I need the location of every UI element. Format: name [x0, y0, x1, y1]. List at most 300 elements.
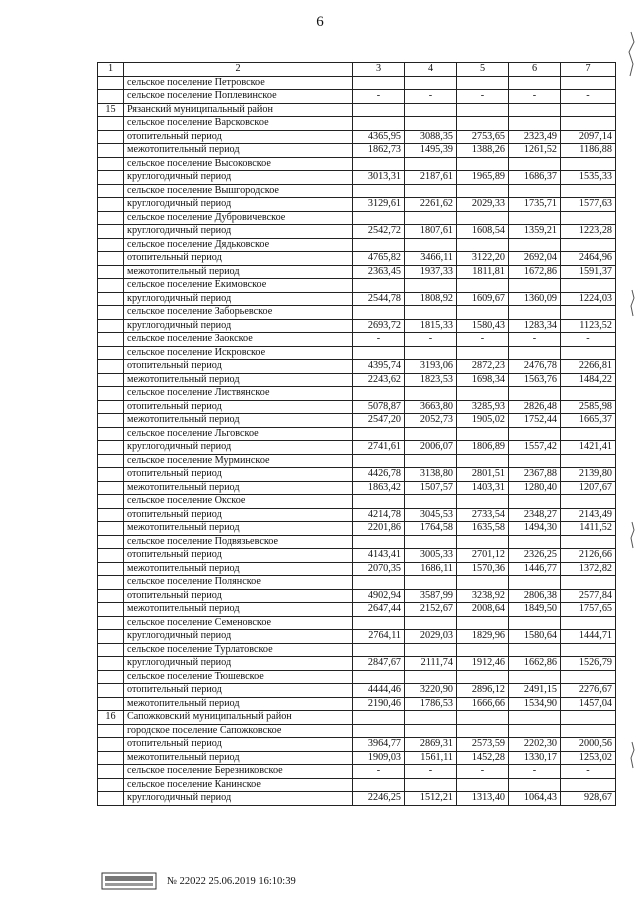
- value-cell: 1507,57: [405, 481, 457, 495]
- value-cell: 2733,54: [457, 508, 509, 522]
- page-number: 6: [316, 14, 324, 30]
- table-row: [98, 522, 616, 536]
- row-label: отопительный период: [124, 400, 353, 414]
- value-cell: 2070,35: [353, 562, 405, 576]
- column-header: 3: [353, 63, 405, 77]
- value-cell: [457, 184, 509, 198]
- value-cell: 3663,80: [405, 400, 457, 414]
- row-label: межотопительный период: [124, 522, 353, 536]
- value-cell: [353, 306, 405, 320]
- row-label: межотопительный период: [124, 697, 353, 711]
- value-cell: [509, 211, 561, 225]
- value-cell: 1570,36: [457, 562, 509, 576]
- value-cell: [405, 157, 457, 171]
- value-cell: 1686,11: [405, 562, 457, 576]
- value-cell: [405, 103, 457, 117]
- row-label: сельское поселение Подвязьевское: [124, 535, 353, 549]
- value-cell: 1808,92: [405, 292, 457, 306]
- value-cell: [561, 643, 616, 657]
- row-index: [98, 792, 124, 806]
- value-cell: -: [353, 333, 405, 347]
- value-cell: 1223,28: [561, 225, 616, 239]
- row-label: сельское поселение Полянское: [124, 576, 353, 590]
- table-row: [98, 657, 616, 671]
- value-cell: [509, 157, 561, 171]
- value-cell: 1452,28: [457, 751, 509, 765]
- value-cell: [457, 117, 509, 131]
- value-cell: [509, 184, 561, 198]
- table-row: [98, 130, 616, 144]
- scan-artifact-icon: [626, 520, 638, 555]
- value-cell: 2190,46: [353, 697, 405, 711]
- value-cell: 2573,59: [457, 738, 509, 752]
- value-cell: 1207,67: [561, 481, 616, 495]
- value-cell: [509, 670, 561, 684]
- value-cell: [405, 238, 457, 252]
- value-cell: [457, 103, 509, 117]
- document-footer: [101, 872, 296, 890]
- scan-artifact-icon: [626, 740, 638, 775]
- table-row: [98, 468, 616, 482]
- value-cell: 4902,94: [353, 589, 405, 603]
- value-cell: 1494,30: [509, 522, 561, 536]
- value-cell: 1580,43: [457, 319, 509, 333]
- table-row: [98, 576, 616, 590]
- value-cell: [405, 76, 457, 90]
- table-row: [98, 400, 616, 414]
- scan-artifact-icon: [626, 288, 638, 323]
- value-cell: 2764,11: [353, 630, 405, 644]
- column-header: 4: [405, 63, 457, 77]
- row-label: межотопительный период: [124, 265, 353, 279]
- row-index: 16: [98, 711, 124, 725]
- value-cell: 4765,82: [353, 252, 405, 266]
- row-label: сельское поселение Льговское: [124, 427, 353, 441]
- value-cell: 1912,46: [457, 657, 509, 671]
- row-label: сельское поселение Петровское: [124, 76, 353, 90]
- value-cell: 1261,52: [509, 144, 561, 158]
- value-cell: 1757,65: [561, 603, 616, 617]
- value-cell: [561, 103, 616, 117]
- value-cell: [509, 711, 561, 725]
- value-cell: [405, 670, 457, 684]
- row-label: сельское поселение Мурминское: [124, 454, 353, 468]
- row-index: [98, 225, 124, 239]
- row-label: сельское поселение Екимовское: [124, 279, 353, 293]
- scan-artifact-icon: [622, 30, 640, 85]
- value-cell: 1965,89: [457, 171, 509, 185]
- table-row: [98, 306, 616, 320]
- value-cell: [353, 103, 405, 117]
- value-cell: 3045,53: [405, 508, 457, 522]
- row-label: круглогодичный период: [124, 225, 353, 239]
- value-cell: 2008,64: [457, 603, 509, 617]
- table-row: [98, 373, 616, 387]
- row-index: [98, 522, 124, 536]
- value-cell: [509, 387, 561, 401]
- value-cell: 1359,21: [509, 225, 561, 239]
- row-index: [98, 697, 124, 711]
- value-cell: -: [457, 333, 509, 347]
- value-cell: 2872,23: [457, 360, 509, 374]
- table-row: [98, 684, 616, 698]
- value-cell: [405, 387, 457, 401]
- value-cell: 1665,37: [561, 414, 616, 428]
- row-label: сельское поселение Листвянское: [124, 387, 353, 401]
- value-cell: [561, 279, 616, 293]
- value-cell: 2753,65: [457, 130, 509, 144]
- value-cell: [457, 346, 509, 360]
- value-cell: [353, 495, 405, 509]
- value-cell: 2491,15: [509, 684, 561, 698]
- value-cell: 2126,66: [561, 549, 616, 563]
- value-cell: [353, 76, 405, 90]
- value-cell: 3122,20: [457, 252, 509, 266]
- value-cell: 1635,58: [457, 522, 509, 536]
- value-cell: 2701,12: [457, 549, 509, 563]
- value-cell: [509, 279, 561, 293]
- value-cell: [353, 427, 405, 441]
- value-cell: 2348,27: [509, 508, 561, 522]
- value-cell: -: [561, 90, 616, 104]
- row-label: круглогодичный период: [124, 630, 353, 644]
- value-cell: [561, 157, 616, 171]
- value-cell: [405, 778, 457, 792]
- value-cell: [561, 495, 616, 509]
- table-row: [98, 346, 616, 360]
- value-cell: 1580,64: [509, 630, 561, 644]
- value-cell: 2052,73: [405, 414, 457, 428]
- value-cell: 3129,61: [353, 198, 405, 212]
- value-cell: 1446,77: [509, 562, 561, 576]
- row-label: отопительный период: [124, 589, 353, 603]
- value-cell: [561, 711, 616, 725]
- row-label: круглогодичный период: [124, 441, 353, 455]
- row-index: [98, 765, 124, 779]
- registry-stamp-icon: [101, 872, 157, 890]
- row-label: сельское поселение Искровское: [124, 346, 353, 360]
- value-cell: [353, 643, 405, 657]
- row-label: круглогодичный период: [124, 292, 353, 306]
- value-cell: 1735,71: [509, 198, 561, 212]
- value-cell: 2577,84: [561, 589, 616, 603]
- value-cell: [405, 643, 457, 657]
- table-row: [98, 738, 616, 752]
- row-label: сельское поселение Заокское: [124, 333, 353, 347]
- value-cell: 1577,63: [561, 198, 616, 212]
- row-index: [98, 252, 124, 266]
- value-cell: 2111,74: [405, 657, 457, 671]
- row-index: [98, 670, 124, 684]
- value-cell: 3220,90: [405, 684, 457, 698]
- value-cell: 2806,38: [509, 589, 561, 603]
- row-label: сельское поселение Поплевинское: [124, 90, 353, 104]
- value-cell: [405, 495, 457, 509]
- value-cell: [561, 427, 616, 441]
- row-label: круглогодичный период: [124, 319, 353, 333]
- value-cell: [457, 724, 509, 738]
- row-index: [98, 400, 124, 414]
- value-cell: 928,67: [561, 792, 616, 806]
- value-cell: [457, 643, 509, 657]
- row-index: [98, 657, 124, 671]
- value-cell: 2826,48: [509, 400, 561, 414]
- row-label: отопительный период: [124, 252, 353, 266]
- value-cell: [457, 711, 509, 725]
- value-cell: [509, 306, 561, 320]
- table-row: [98, 279, 616, 293]
- table-row: [98, 184, 616, 198]
- row-label: сельское поселение Семеновское: [124, 616, 353, 630]
- value-cell: 1495,39: [405, 144, 457, 158]
- value-cell: 2246,25: [353, 792, 405, 806]
- value-cell: -: [561, 765, 616, 779]
- value-cell: 2801,51: [457, 468, 509, 482]
- table-row: [98, 238, 616, 252]
- value-cell: 2547,20: [353, 414, 405, 428]
- table-row: [98, 252, 616, 266]
- value-cell: 1186,88: [561, 144, 616, 158]
- row-label: отопительный период: [124, 468, 353, 482]
- value-cell: 1403,31: [457, 481, 509, 495]
- value-cell: 1823,53: [405, 373, 457, 387]
- value-cell: 1806,89: [457, 441, 509, 455]
- row-index: [98, 157, 124, 171]
- row-label: сельское поселение Березниковское: [124, 765, 353, 779]
- value-cell: 4426,78: [353, 468, 405, 482]
- value-cell: 1534,90: [509, 697, 561, 711]
- value-cell: -: [509, 333, 561, 347]
- row-label: межотопительный период: [124, 562, 353, 576]
- table-row: [98, 481, 616, 495]
- row-index: [98, 171, 124, 185]
- value-cell: 2187,61: [405, 171, 457, 185]
- row-label: межотопительный период: [124, 603, 353, 617]
- value-cell: 1608,54: [457, 225, 509, 239]
- value-cell: 1330,17: [509, 751, 561, 765]
- value-cell: 2006,07: [405, 441, 457, 455]
- value-cell: [561, 184, 616, 198]
- table-row: [98, 535, 616, 549]
- value-cell: [509, 576, 561, 590]
- value-cell: [353, 724, 405, 738]
- value-cell: 2847,67: [353, 657, 405, 671]
- value-cell: 1811,81: [457, 265, 509, 279]
- row-index: [98, 643, 124, 657]
- value-cell: [405, 279, 457, 293]
- row-label: сельское поселение Вышгородское: [124, 184, 353, 198]
- value-cell: 2266,81: [561, 360, 616, 374]
- table-row: [98, 589, 616, 603]
- row-label: сельское поселение Заборьевское: [124, 306, 353, 320]
- value-cell: -: [405, 765, 457, 779]
- row-index: [98, 576, 124, 590]
- value-cell: 3138,80: [405, 468, 457, 482]
- table-row: [98, 441, 616, 455]
- row-index: [98, 387, 124, 401]
- value-cell: -: [457, 765, 509, 779]
- value-cell: 1686,37: [509, 171, 561, 185]
- value-cell: 1662,86: [509, 657, 561, 671]
- table-row: [98, 427, 616, 441]
- value-cell: 1937,33: [405, 265, 457, 279]
- value-cell: 1512,21: [405, 792, 457, 806]
- value-cell: [405, 576, 457, 590]
- table-row: [98, 90, 616, 104]
- value-cell: [457, 279, 509, 293]
- value-cell: 2029,33: [457, 198, 509, 212]
- value-cell: 1224,03: [561, 292, 616, 306]
- value-cell: -: [405, 90, 457, 104]
- value-cell: 2276,67: [561, 684, 616, 698]
- value-cell: 2202,30: [509, 738, 561, 752]
- row-label: сельское поселение Варсковское: [124, 117, 353, 131]
- row-index: [98, 751, 124, 765]
- row-index: [98, 360, 124, 374]
- table-row: [98, 333, 616, 347]
- value-cell: [405, 616, 457, 630]
- value-cell: 1283,34: [509, 319, 561, 333]
- table-row: [98, 697, 616, 711]
- table-row: [98, 387, 616, 401]
- value-cell: 1360,09: [509, 292, 561, 306]
- value-cell: [353, 670, 405, 684]
- value-cell: 3238,92: [457, 589, 509, 603]
- value-cell: 2201,86: [353, 522, 405, 536]
- value-cell: [405, 711, 457, 725]
- value-cell: [509, 535, 561, 549]
- value-cell: [405, 211, 457, 225]
- value-cell: [457, 427, 509, 441]
- row-index: [98, 684, 124, 698]
- value-cell: 3193,06: [405, 360, 457, 374]
- value-cell: [509, 103, 561, 117]
- value-cell: 2693,72: [353, 319, 405, 333]
- value-cell: 2585,98: [561, 400, 616, 414]
- row-index: [98, 279, 124, 293]
- row-index: [98, 76, 124, 90]
- table-row: [98, 144, 616, 158]
- row-label: круглогодичный период: [124, 171, 353, 185]
- value-cell: 1444,71: [561, 630, 616, 644]
- value-cell: 2896,12: [457, 684, 509, 698]
- table-row: [98, 103, 616, 117]
- value-cell: [353, 535, 405, 549]
- value-cell: -: [457, 90, 509, 104]
- value-cell: [561, 576, 616, 590]
- row-index: [98, 630, 124, 644]
- value-cell: 1457,04: [561, 697, 616, 711]
- row-label: межотопительный период: [124, 373, 353, 387]
- value-cell: [457, 454, 509, 468]
- row-label: сельское поселение Дядьковское: [124, 238, 353, 252]
- row-index: [98, 468, 124, 482]
- row-label: сельское поселение Окское: [124, 495, 353, 509]
- value-cell: [353, 117, 405, 131]
- value-cell: [509, 454, 561, 468]
- row-index: [98, 265, 124, 279]
- value-cell: 1372,82: [561, 562, 616, 576]
- value-cell: 1484,22: [561, 373, 616, 387]
- row-index: [98, 238, 124, 252]
- value-cell: [353, 387, 405, 401]
- row-index: [98, 778, 124, 792]
- row-index: [98, 144, 124, 158]
- row-label: отопительный период: [124, 508, 353, 522]
- row-label: круглогодичный период: [124, 657, 353, 671]
- value-cell: 1253,02: [561, 751, 616, 765]
- value-cell: [457, 387, 509, 401]
- value-cell: 2139,80: [561, 468, 616, 482]
- value-cell: 1666,66: [457, 697, 509, 711]
- value-cell: [509, 238, 561, 252]
- table-row: [98, 778, 616, 792]
- value-cell: 2000,56: [561, 738, 616, 752]
- value-cell: [353, 346, 405, 360]
- table-row: [98, 643, 616, 657]
- value-cell: 1672,86: [509, 265, 561, 279]
- row-label: межотопительный период: [124, 144, 353, 158]
- value-cell: [509, 495, 561, 509]
- value-cell: 1909,03: [353, 751, 405, 765]
- value-cell: 2261,62: [405, 198, 457, 212]
- row-label: круглогодичный период: [124, 792, 353, 806]
- value-cell: 1698,34: [457, 373, 509, 387]
- value-cell: 2544,78: [353, 292, 405, 306]
- row-index: [98, 616, 124, 630]
- value-cell: [353, 616, 405, 630]
- value-cell: [405, 454, 457, 468]
- row-index: [98, 508, 124, 522]
- table-row: [98, 724, 616, 738]
- row-index: [98, 603, 124, 617]
- value-cell: [561, 306, 616, 320]
- value-cell: [561, 387, 616, 401]
- table-row: [98, 603, 616, 617]
- value-cell: 3964,77: [353, 738, 405, 752]
- value-cell: [457, 306, 509, 320]
- value-cell: [353, 211, 405, 225]
- value-cell: [457, 616, 509, 630]
- row-index: [98, 427, 124, 441]
- value-cell: 2542,72: [353, 225, 405, 239]
- value-cell: [561, 535, 616, 549]
- value-cell: [509, 427, 561, 441]
- value-cell: 2869,31: [405, 738, 457, 752]
- row-label: отопительный период: [124, 738, 353, 752]
- row-index: [98, 373, 124, 387]
- value-cell: [561, 117, 616, 131]
- value-cell: [561, 346, 616, 360]
- value-cell: 1609,67: [457, 292, 509, 306]
- table-row: [98, 117, 616, 131]
- value-cell: 4395,74: [353, 360, 405, 374]
- value-cell: 2097,14: [561, 130, 616, 144]
- row-label: городское поселение Сапожковское: [124, 724, 353, 738]
- value-cell: [509, 76, 561, 90]
- table-row: [98, 670, 616, 684]
- table-row: [98, 454, 616, 468]
- row-label: отопительный период: [124, 684, 353, 698]
- row-label: Сапожковский муниципальный район: [124, 711, 353, 725]
- tariff-table: [97, 62, 616, 806]
- value-cell: -: [561, 333, 616, 347]
- value-cell: 2323,49: [509, 130, 561, 144]
- value-cell: 3013,31: [353, 171, 405, 185]
- value-cell: [353, 157, 405, 171]
- row-index: [98, 414, 124, 428]
- row-label: отопительный период: [124, 130, 353, 144]
